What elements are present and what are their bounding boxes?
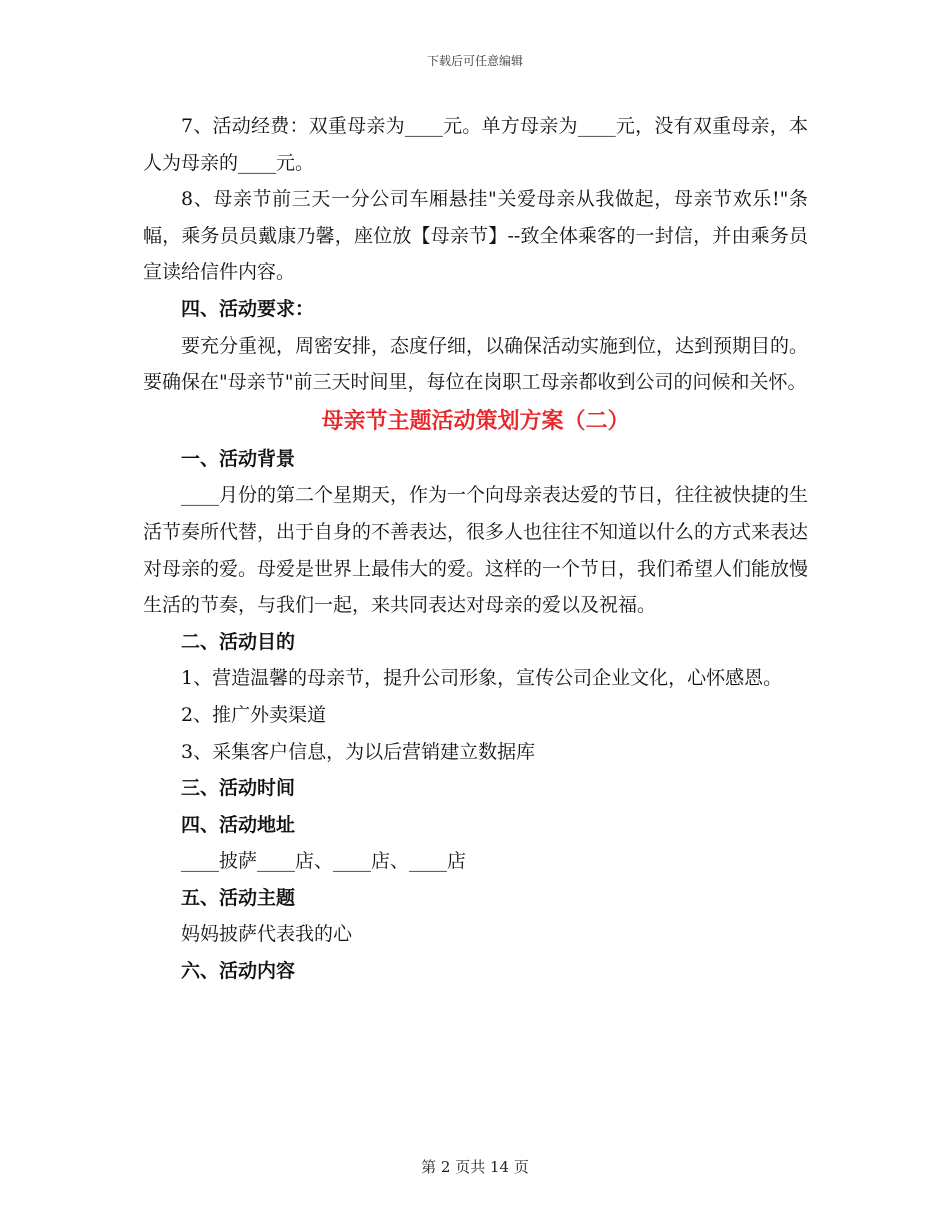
section-heading-background: 一、活动背景 (181, 447, 296, 470)
paragraph-theme: 妈妈披萨代表我的心 (181, 923, 353, 946)
section-heading-theme: 五、活动主题 (181, 886, 296, 909)
paragraph-purpose-3: 3、采集客户信息，为以后营销建立数据库 (181, 740, 536, 763)
page-header: 下载后可任意编辑 (426, 54, 523, 68)
paragraph-purpose-1: 1、营造温馨的母亲节，提升公司形象，宣传公司企业文化，心怀感恩。 (181, 667, 783, 690)
paragraph-item-7-funding: 7、活动经费：双重母亲为____元。单方母亲为____元，没有双重母亲，本人为母亲的____元。 (143, 115, 808, 174)
paragraph-background: ____月份的第二个星期天，作为一个向母亲表达爱的节日，往往被快捷的生活节奏所代替，出于自身的不善表达，很多人也往往不知道以什么的方式来表达对母亲的爱。母爱是世界上最伟大的爱。这样的一个节日，我们希望人们能放慢生活的节奏，与我们一起，来共同表达对母亲的爱以及祝福。 (143, 484, 809, 617)
section-heading-requirements: 四、活动要求： (181, 297, 315, 320)
section-heading-address: 四、活动地址 (181, 813, 296, 836)
paragraph-address: ____披萨____店、____店、____店 (181, 850, 467, 873)
section-heading-content: 六、活动内容 (181, 960, 296, 983)
section-heading-time: 三、活动时间 (181, 777, 296, 800)
paragraph-requirements: 要充分重视，周密安排，态度仔细，以确保活动实施到位，达到预期目的。要确保在"母亲节"前三天时间里，每位在岗职工母亲都收到公司的问候和关怀。 (143, 334, 809, 394)
paragraph-item-8-banner: 8、母亲节前三天一分公司车厢悬挂"关爱母亲从我做起，母亲节欢乐!"条幅，乘务员员戴康乃馨，座位放【母亲节】--致全体乘客的一封信，并由乘务员宣读给信件内容。 (143, 188, 808, 284)
page-footer: 第 2 页共 14 页 (421, 1158, 529, 1176)
document-title: 母亲节主题活动策划方案（二） (321, 407, 630, 434)
paragraph-purpose-2: 2、推广外卖渠道 (181, 703, 327, 726)
document-body (143, 108, 808, 990)
section-heading-purpose: 二、活动目的 (181, 630, 296, 653)
